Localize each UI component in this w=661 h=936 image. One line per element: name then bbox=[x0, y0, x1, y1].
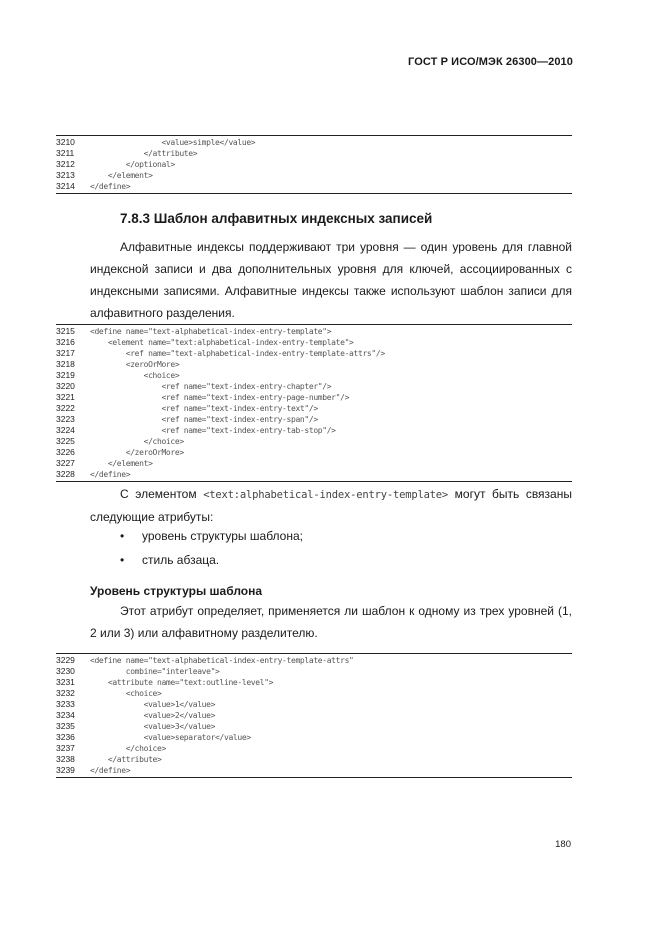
subsection-heading: Уровень структуры шаблона bbox=[90, 584, 263, 598]
code-block-1 bbox=[56, 135, 572, 194]
paragraph-outline-level-text: Этот атрибут определяет, применяется ли шаблон к одному из трех уровней (1, 2 или 3) или алфавитному разделителю. bbox=[90, 604, 572, 640]
paragraph-attributes bbox=[90, 483, 572, 528]
code-block-2 bbox=[56, 324, 572, 482]
code-text: </zeroOrMore> bbox=[90, 448, 184, 457]
code-text: </choice> bbox=[90, 744, 166, 753]
code-text: <value>1</value> bbox=[90, 700, 216, 709]
code-text: </optional> bbox=[90, 160, 175, 169]
line-number: 3210 bbox=[56, 137, 75, 147]
code-line bbox=[56, 447, 572, 458]
line-number: 3213 bbox=[56, 170, 75, 180]
line-number: 3233 bbox=[56, 699, 75, 709]
code-text: </choice> bbox=[90, 437, 184, 446]
code-text: combine="interleave"> bbox=[90, 667, 220, 676]
code-text: <define name="text-alphabetical-index-entry-template"> bbox=[90, 327, 332, 336]
line-number: 3234 bbox=[56, 710, 75, 720]
bullet-mark: • bbox=[120, 553, 125, 567]
code-line bbox=[56, 655, 572, 666]
code-line bbox=[56, 403, 572, 414]
code-text: </element> bbox=[90, 171, 153, 180]
code-text: <ref name="text-index-entry-tab-stop"/> bbox=[90, 426, 336, 435]
code-line bbox=[56, 359, 572, 370]
code-text: <zeroOrMore> bbox=[90, 360, 180, 369]
line-number: 3229 bbox=[56, 655, 75, 665]
line-number: 3222 bbox=[56, 403, 75, 413]
code-text: <ref name="text-index-entry-page-number"/> bbox=[90, 393, 350, 402]
code-line bbox=[56, 348, 572, 359]
code-line bbox=[56, 666, 572, 677]
line-number: 3216 bbox=[56, 337, 75, 347]
paragraph-intro bbox=[90, 236, 572, 324]
line-number: 3220 bbox=[56, 381, 75, 391]
list-item-text: стиль абзаца. bbox=[142, 553, 220, 567]
code-text: <element name="text:alphabetical-index-entry-template"> bbox=[90, 338, 354, 347]
code-text: <choice> bbox=[90, 689, 162, 698]
code-text: </element> bbox=[90, 459, 153, 468]
code-line bbox=[56, 337, 572, 348]
code-line bbox=[56, 436, 572, 447]
code-line bbox=[56, 370, 572, 381]
line-number: 3217 bbox=[56, 348, 75, 358]
line-number: 3227 bbox=[56, 458, 75, 468]
code-line bbox=[56, 743, 572, 754]
code-text: <value>separator</value> bbox=[90, 733, 251, 742]
line-number: 3230 bbox=[56, 666, 75, 676]
list-item bbox=[120, 548, 303, 572]
line-number: 3238 bbox=[56, 754, 75, 764]
code-line bbox=[56, 148, 572, 159]
code-text: <ref name="text-index-entry-span"/> bbox=[90, 415, 318, 424]
line-number: 3219 bbox=[56, 370, 75, 380]
code-text: </define> bbox=[90, 470, 131, 479]
element-name-inline: <text:alphabetical-index-entry-template> bbox=[203, 489, 449, 501]
code-text: </attribute> bbox=[90, 755, 162, 764]
code-line bbox=[56, 326, 572, 337]
code-text: <value>2</value> bbox=[90, 711, 216, 720]
code-line bbox=[56, 381, 572, 392]
standard-header: ГОСТ Р ИСО/МЭК 26300—2010 bbox=[408, 56, 573, 68]
code-line bbox=[56, 721, 572, 732]
paragraph-attributes-before: С элементом bbox=[120, 487, 197, 501]
code-line bbox=[56, 170, 572, 181]
paragraph-intro-text: Алфавитные индексы поддерживают три уровня — один уровень для главной индексной записи и два дополнительных уровня для ключей, ассоциированных с индексными записями. Алфавитные индексы также используют шаблон записи для алфавитного разделения. bbox=[90, 240, 572, 320]
code-line bbox=[56, 688, 572, 699]
line-number: 3225 bbox=[56, 436, 75, 446]
line-number: 3215 bbox=[56, 326, 75, 336]
code-text: <attribute name="text:outline-level"> bbox=[90, 678, 274, 687]
line-number: 3226 bbox=[56, 447, 75, 457]
line-number: 3236 bbox=[56, 732, 75, 742]
line-number: 3221 bbox=[56, 392, 75, 402]
code-line bbox=[56, 754, 572, 765]
code-text: <ref name="text-index-entry-text"/> bbox=[90, 404, 318, 413]
code-line bbox=[56, 677, 572, 688]
code-text: <value>simple</value> bbox=[90, 138, 256, 147]
code-line bbox=[56, 181, 572, 192]
line-number: 3223 bbox=[56, 414, 75, 424]
code-text: <define name="text-alphabetical-index-entry-template-attrs" bbox=[90, 656, 354, 665]
code-line bbox=[56, 469, 572, 480]
code-text: <value>3</value> bbox=[90, 722, 216, 731]
code-text: <choice> bbox=[90, 371, 180, 380]
code-text: <ref name="text-alphabetical-index-entry-template-attrs"/> bbox=[90, 349, 385, 358]
line-number: 3214 bbox=[56, 181, 75, 191]
attribute-bullet-list bbox=[120, 524, 303, 572]
code-line bbox=[56, 710, 572, 721]
code-line bbox=[56, 159, 572, 170]
line-number: 3237 bbox=[56, 743, 75, 753]
code-line bbox=[56, 765, 572, 776]
line-number: 3212 bbox=[56, 159, 75, 169]
code-line bbox=[56, 699, 572, 710]
code-text: </define> bbox=[90, 766, 131, 775]
code-text: <ref name="text-index-entry-chapter"/> bbox=[90, 382, 332, 391]
code-text: </define> bbox=[90, 182, 131, 191]
paragraph-attributes-after: могут быть связаны следующие атрибуты: bbox=[90, 487, 572, 524]
code-block-3 bbox=[56, 653, 572, 778]
code-line bbox=[56, 414, 572, 425]
section-heading: 7.8.3 Шаблон алфавитных индексных записей bbox=[120, 211, 433, 226]
bullet-mark: • bbox=[120, 529, 125, 543]
list-item bbox=[120, 524, 303, 548]
code-line bbox=[56, 425, 572, 436]
list-item-text: уровень структуры шаблона; bbox=[142, 529, 303, 543]
line-number: 3224 bbox=[56, 425, 75, 435]
line-number: 3228 bbox=[56, 469, 75, 479]
page-number: 180 bbox=[555, 839, 571, 850]
line-number: 3235 bbox=[56, 721, 75, 731]
line-number: 3232 bbox=[56, 688, 75, 698]
code-line bbox=[56, 137, 572, 148]
code-line bbox=[56, 458, 572, 469]
code-line bbox=[56, 732, 572, 743]
paragraph-outline-level bbox=[90, 600, 572, 644]
line-number: 3211 bbox=[56, 148, 75, 158]
line-number: 3239 bbox=[56, 765, 75, 775]
line-number: 3218 bbox=[56, 359, 75, 369]
code-line bbox=[56, 392, 572, 403]
code-text: </attribute> bbox=[90, 149, 198, 158]
line-number: 3231 bbox=[56, 677, 75, 687]
